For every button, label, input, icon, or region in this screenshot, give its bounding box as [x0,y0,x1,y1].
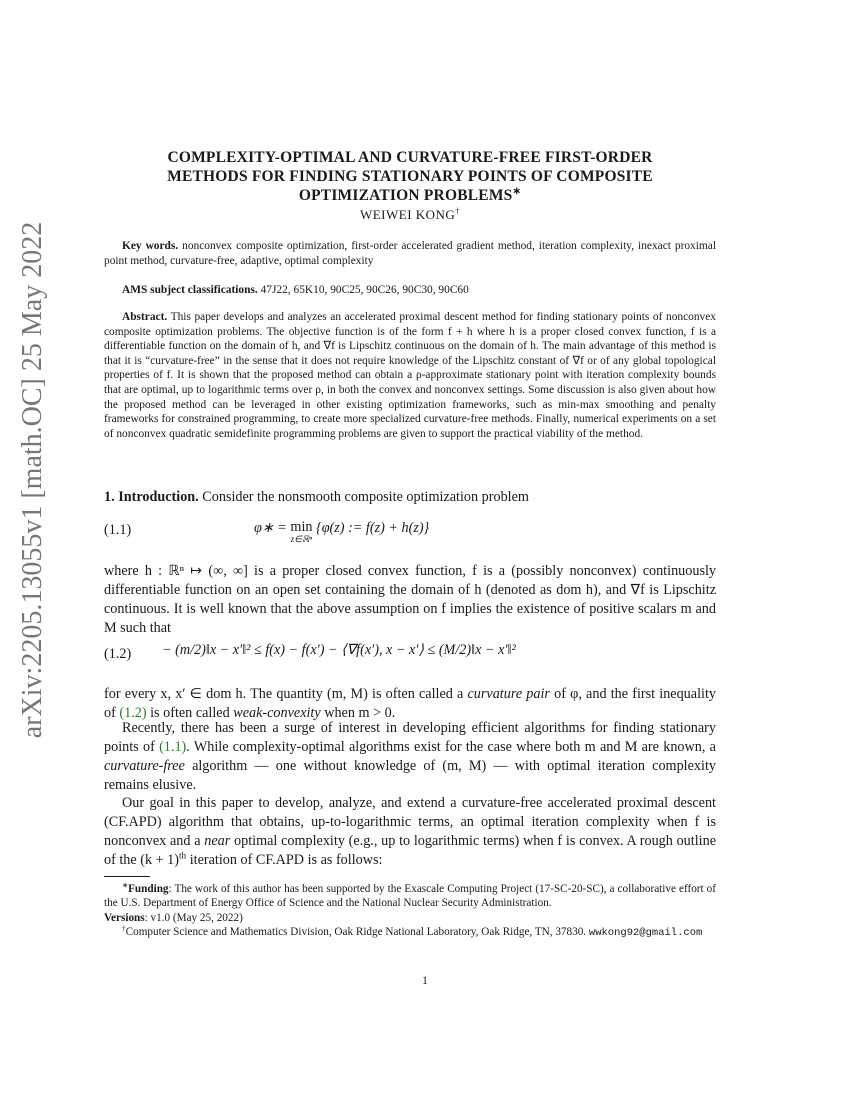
footnotes-block [104,882,716,940]
abstract-block [104,310,716,441]
p2-em-a: curvature pair [467,686,550,702]
p2-b: of φ, and the first inequality of [104,686,716,721]
eq-min-operator [290,520,312,544]
footnote-affiliation [104,925,716,940]
p2-c: is often called [146,705,234,721]
p4-b: optimal complexity (e.g., up to logarithmic terms) when f is convex. A rough outline of the (k + 1) [104,833,716,868]
eq-lhs: φ∗ = [254,520,291,536]
citation-link[interactable]: (1.2) [119,705,147,721]
title-line-2: METHODS FOR FINDING STATIONARY POINTS OF COMPOSITE [167,168,653,185]
equation-number: (1.1) [104,522,132,538]
author-email[interactable]: wwkong92@gmail.com [588,926,703,939]
arxiv-identifier: arXiv:2205.13055v1 [math.OC] 25 May 2022 [17,221,48,739]
paragraph-curvature-pair [104,685,716,723]
eq-min-subscript: z∈ℝⁿ [290,534,313,544]
p2-em-b: weak-convexity [233,705,321,721]
keywords-text: nonconvex composite optimization, first-order accelerated gradient method, iteration complexity, inexact proximal point method, curvature-free, adaptive, optimal complexity [104,240,716,267]
p4-a: Our goal in this paper to develop, analyze, and extend a curvature-free accelerated proximal descent (CF.APD) algorithm that obtains, up-to-logarithmic terms, an optimal iteration complexity when f is nonconvex and a [104,795,716,849]
p4-c: iteration of CF.APD is as follows: [186,852,383,868]
ams-text: 47J22, 65K10, 90C25, 90C26, 90C30, 90C60 [260,284,469,296]
affiliation-text: Computer Science and Mathematics Division, Oak Ridge National Laboratory, Oak Ridge, TN, 37830. [125,925,589,938]
ams-label: AMS subject classifications. [122,284,258,296]
author-name [100,207,720,223]
paragraph-goal [104,794,716,870]
eq-min: min [290,519,313,535]
p3-c: algorithm — one without knowledge of (m, M) — with optimal iteration complexity remains elusive. [104,758,716,793]
section-title: 1. Introduction. [104,489,199,505]
title-line-3 [100,186,720,205]
funding-mark: ∗ [122,881,129,890]
versions-label: Versions [104,911,145,924]
page-number: 1 [422,973,428,987]
author-text: WEIWEI KONG [359,207,456,222]
p3-a: Recently, there has been a surge of interest in developing efficient algorithms for finding stationary points of [104,720,716,755]
funding-text: : The work of this author has been supported by the Exascale Computing Project (17-SC-20-SC), a collaborative effort of the U.S. Department of Energy Office of Science and the National Nuclear Security Administration. [104,883,716,910]
equation-number-2: (1.2) [104,646,132,662]
abstract-label: Abstract. [122,311,168,323]
arxiv-sidebar [10,221,56,739]
equation-1-1 [104,516,716,544]
funding-label: Funding [128,883,169,895]
equation-body [254,520,429,544]
footnote-divider [104,876,150,877]
keywords-label: Key words. [122,240,179,252]
ams-block [104,283,716,298]
title-line-3-text: OPTIMIZATION PROBLEMS [298,187,513,204]
p2-d: when m > 0. [320,705,396,721]
footnote-funding [104,882,716,911]
equation-body-2: − (m/2)‖x − x′‖² ≤ f(x) − f(x′) − ⟨∇f(x′), x − x′⟩ ≤ (M/2)‖x − x′‖² [162,642,516,658]
paragraph-recent-work [104,719,716,795]
citation-link-2[interactable]: (1.1) [159,739,187,755]
introduction-heading [104,488,716,507]
p4-em-a: near [204,833,231,849]
p3-b: . While complexity-optimal algorithms exist for the case where both m and M are known, a [186,739,716,755]
title-line-1: COMPLEXITY-OPTIMAL AND CURVATURE-FREE FIRST-ORDER [167,149,653,166]
p2-a: for every x, x′ ∈ dom h. The quantity (m, M) is often called a [104,686,468,702]
intro-lead: Consider the nonsmooth composite optimization problem [202,489,529,505]
title-footnote-mark: ∗ [512,185,522,197]
p3-em-a: curvature-free [104,758,185,774]
abstract-text: This paper develops and analyzes an accelerated proximal descent method for finding stationary points of nonconvex composite optimization problems. The objective function is of the form f + h where h is a proper closed convex function, f is a differentiable function on the domain of h, and ∇f is Lipschitz continuous on the domain of h. The main advantage of this method is that it is “curvature-free” in the sense that it does not require knowledge of the Lipschitz constant of ∇f or of any global topological properties of f. It is shown that the proposed method can obtain a ρ-approximate stationary point with iteration complexity bounds that are optimal, up to logarithmic terms over ρ, in both the convex and nonconvex settings. Some discussion is also given about how the proposed method can be leveraged in other existing optimization frameworks, such as min-max smoothing and penalty frameworks for constrained programming, to create more specialized curvature-free methods. Finally, numerical experiments on a set of nonconvex quadratic semidefinite programming problems are given to support the practical viability of the method. [104,311,716,440]
affiliation-mark: † [122,924,126,933]
footnote-versions [104,911,716,925]
paper-title [100,148,720,205]
equation-1-2 [104,640,716,668]
versions-text: : v1.0 (May 25, 2022) [144,911,243,924]
author-footnote-mark: † [455,205,461,216]
p4-sup: th [178,850,187,861]
eq-rhs: {φ(z) := f(z) + h(z)} [316,520,430,536]
paragraph-assumptions: where h : ℝⁿ ↦ (∞, ∞] is a proper closed convex function, f is a (possibly nonconvex) continuously differentiable function on an open set containing the domain of h (denoted as dom h), and ∇f is Lipschitz continuous. It is well known that the above assumption on f implies the existence of positive scalars m and M such that [104,563,716,636]
keywords-block [104,239,716,268]
